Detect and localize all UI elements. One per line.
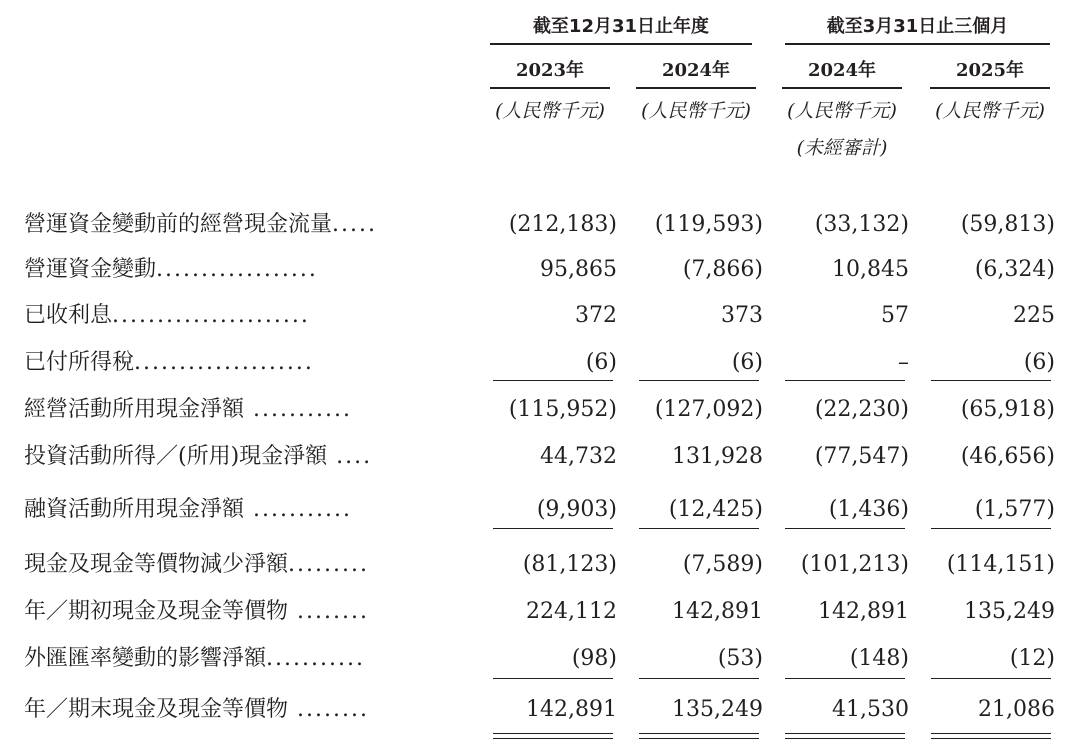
cell-value: (81,123) (522, 552, 617, 577)
row-label-text: 現金及現金等價物減少淨額 (24, 552, 289, 577)
leader-dots: ...................... (112, 303, 310, 328)
cell-value: (12,425) (668, 497, 763, 522)
cell-value: 142,891 (526, 697, 617, 722)
cell-value: 135,249 (964, 599, 1055, 624)
leader-dots: .... (327, 444, 373, 469)
leader-dots: ........... (244, 497, 352, 522)
cell-value: 10,845 (832, 257, 909, 282)
cell-value: (59,813) (960, 212, 1055, 237)
leader-dots: ......... (288, 552, 369, 577)
cell-value: (119,593) (654, 212, 763, 237)
unit-label-3: (人民幣千元) (935, 100, 1045, 122)
cell-value: (98) (571, 646, 617, 671)
row-label (24, 545, 369, 585)
row-label (24, 690, 369, 730)
cell-value: (9,903) (536, 497, 617, 522)
table-row (0, 639, 1080, 679)
table-row (0, 343, 1080, 383)
row-label (24, 250, 318, 290)
cell-value: 142,891 (672, 599, 763, 624)
row-label (24, 490, 352, 530)
cell-value: (6) (731, 350, 763, 375)
cell-value: 142,891 (818, 599, 909, 624)
subtotal-rule (639, 380, 759, 381)
row-label-text: 已收利息 (24, 303, 113, 328)
cell-value: (46,656) (960, 444, 1055, 469)
row-label-text: 已付所得稅 (24, 350, 135, 375)
table-row (0, 437, 1080, 477)
row-label (24, 343, 314, 383)
subtotal-rule (785, 528, 905, 529)
table-row (0, 690, 1080, 730)
table-row (0, 250, 1080, 290)
cell-value: (148) (849, 646, 909, 671)
cell-value: 95,865 (540, 257, 617, 282)
header-group-annual: 截至12月31日止年度 (490, 13, 752, 45)
leader-dots: .................. (156, 257, 318, 282)
cell-value: (6) (585, 350, 617, 375)
cell-value: (6,324) (974, 257, 1055, 282)
leader-dots: ..... (332, 212, 377, 237)
year-header-1: 2024年 (636, 57, 756, 89)
cell-value: (12) (1009, 646, 1055, 671)
cell-value: (1,436) (828, 497, 909, 522)
year-header-0: 2023年 (490, 57, 610, 89)
subtotal-rule (639, 678, 759, 679)
leader-dots: ........ (288, 599, 369, 624)
row-label-text: 年／期末現金及現金等價物 (24, 697, 289, 722)
cell-value: (114,151) (946, 552, 1055, 577)
subtotal-rule (639, 528, 759, 529)
row-label (24, 592, 369, 632)
cell-value: (212,183) (508, 212, 617, 237)
subtotal-rule (931, 528, 1051, 529)
cell-value: 41,530 (832, 697, 909, 722)
cell-value: 225 (1013, 303, 1055, 328)
row-label-text: 投資活動所得／(所用)現金淨額 (24, 444, 328, 469)
subtotal-rule (931, 678, 1051, 679)
cell-value: (53) (717, 646, 763, 671)
cell-value: 224,112 (526, 599, 617, 624)
leader-dots: ........... (266, 646, 365, 671)
row-label (24, 437, 372, 477)
year-header-3: 2025年 (930, 57, 1050, 89)
cell-value: (1,577) (974, 497, 1055, 522)
total-double-rule (785, 733, 905, 739)
cell-value: 373 (721, 303, 763, 328)
unaudited-label: (未經審計) (796, 137, 888, 159)
cell-value: (77,547) (814, 444, 909, 469)
row-label-text: 年／期初現金及現金等價物 (24, 599, 289, 624)
cell-value: (22,230) (814, 397, 909, 422)
row-label (24, 296, 310, 336)
cell-value: (65,918) (960, 397, 1055, 422)
year-header-2: 2024年 (782, 57, 902, 89)
leader-dots: ........ (288, 697, 369, 722)
subtotal-rule (785, 380, 905, 381)
subtotal-rule (493, 380, 613, 381)
cell-value: 44,732 (540, 444, 617, 469)
total-double-rule (493, 733, 613, 739)
row-label (24, 205, 377, 245)
table-row (0, 545, 1080, 585)
total-double-rule (931, 733, 1051, 739)
unit-label-2: (人民幣千元) (787, 100, 897, 122)
subtotal-rule (785, 678, 905, 679)
cell-value: (7,589) (682, 552, 763, 577)
row-label-text: 融資活動所用現金淨額 (24, 497, 245, 522)
subtotal-rule (493, 528, 613, 529)
row-label-text: 外匯匯率變動的影響淨額 (24, 646, 267, 671)
row-label-text: 營運資金變動 (24, 257, 157, 282)
cell-value: (115,952) (508, 397, 617, 422)
table-row (0, 592, 1080, 632)
table-row (0, 490, 1080, 530)
table-row (0, 390, 1080, 430)
cell-value: (127,092) (654, 397, 763, 422)
total-double-rule (639, 733, 759, 739)
subtotal-rule (493, 678, 613, 679)
cell-value: (6) (1023, 350, 1055, 375)
table-row (0, 205, 1080, 245)
cell-value: (33,132) (814, 212, 909, 237)
cell-value: 135,249 (672, 697, 763, 722)
unit-label-0: (人民幣千元) (495, 100, 605, 122)
row-label-text: 經營活動所用現金淨額 (24, 397, 245, 422)
cell-value: 131,928 (672, 444, 763, 469)
cell-value: (101,213) (800, 552, 909, 577)
cell-value: (7,866) (682, 257, 763, 282)
header-group-quarterly: 截至3月31日止三個月 (785, 13, 1050, 45)
leader-dots: .................... (134, 350, 314, 375)
unit-label-1: (人民幣千元) (641, 100, 751, 122)
cell-value: 57 (881, 303, 909, 328)
leader-dots: ........... (244, 397, 352, 422)
cell-value: 372 (575, 303, 617, 328)
table-row (0, 296, 1080, 336)
cell-value: – (898, 350, 909, 375)
row-label-text: 營運資金變動前的經營現金流量 (24, 212, 333, 237)
row-label (24, 639, 365, 679)
row-label (24, 390, 352, 430)
subtotal-rule (931, 380, 1051, 381)
cell-value: 21,086 (978, 697, 1055, 722)
